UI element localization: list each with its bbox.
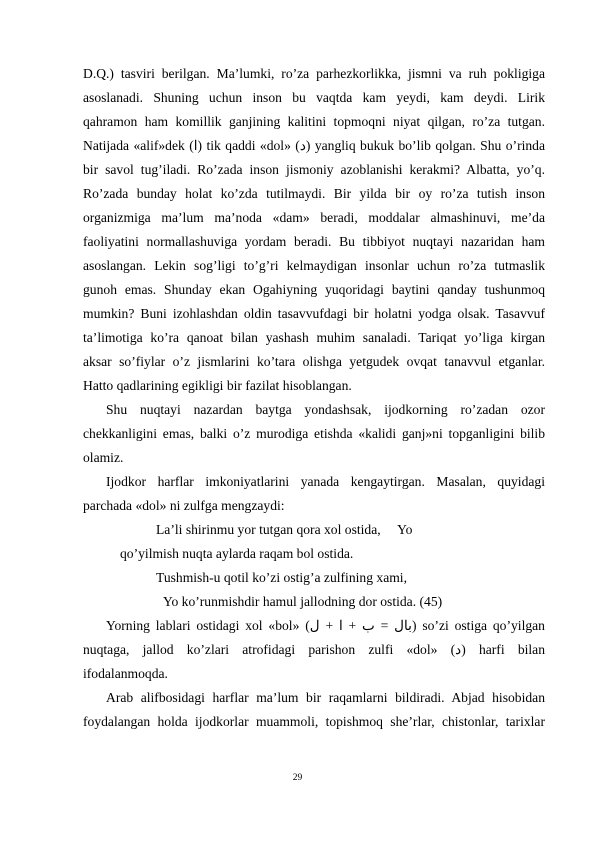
poem-line: Yo ko’runmishdir hamul jallodning dor ostida. (45) <box>163 594 443 609</box>
poem-line: La’li shirinmu yor tutgan qora xol ostida, Yo <box>156 522 413 537</box>
text-line: bir savol tug’iladi. Ro’zada inson jismoniy azoblanishi kerakmi? Albatta, yo’q. <box>83 162 545 177</box>
text-line: qahramon ham komillik ganjining kalitini topmoqni niyat qilgan, ro’za tutgan. <box>83 114 545 129</box>
text-line: Ro’zada bunday holat ko’zda tutilmaydi. Bir yilda bir oy ro’za tutish inson <box>83 186 545 201</box>
text-line: asoslanadi. Shuning uchun inson bu vaqtda kam yeydi, kam deydi. Lirik <box>83 90 545 105</box>
text-line: foydalangan holda ijodkorlar muammoli, topishmoq she’rlar, chistonlar, tarixlar <box>83 714 545 729</box>
text-line: aksar so’fiylar o’z jismlarini ko’tara olishga yetgudek ovqat tanavvul etganlar. <box>83 354 545 369</box>
text-line: olamiz. <box>83 450 124 465</box>
text-line: mumkin? Buni izohlashdan oldin tasavvufdagi bir holatni yodga olsak. Tasavvuf <box>83 306 545 321</box>
text-line: gunoh emas. Shunday ekan Ogahiyning yuqoridagi baytini qanday tushunmoq <box>83 282 545 297</box>
page-number: 29 <box>292 773 303 783</box>
text-line: nuqtaga, jallod ko’zlari atrofidagi parishon zulfi «dol» (د) harfi bilan <box>83 642 545 657</box>
paragraph-first-line: Arab alifbosidagi harflar ma’lum bir raqamlarni bildiradi. Abjad hisobidan <box>106 690 545 705</box>
text-line: chekkanligini emas, balki o’z murodiga etishda «kalidi ganj»ni topganligini bilib <box>83 426 545 441</box>
paragraph-first-line: Shu nuqtayi nazardan baytga yondashsak, ijodkorning ro’zadan ozor <box>106 402 545 417</box>
text-line: faoliyatini normallashuviga yordam beradi. Bu tibbiyot nuqtayi nazaridan ham <box>83 234 545 249</box>
paragraph-first-line: Ijodkor harflar imkoniyatlarini yanada kengaytirgan. Masalan, quyidagi <box>106 474 545 489</box>
text-line: ifodalanmoqda. <box>83 666 168 681</box>
text-line: parchada «dol» ni zulfga mengzaydi: <box>83 498 285 513</box>
text-line: asoslangan. Lekin sog’ligi to’g’ri kelmaydigan insonlar uchun ro’za tutmaslik <box>83 258 545 273</box>
poem-line: Tushmish-u qotil ko’zi ostig’a zulfining xami, <box>156 570 407 585</box>
paragraph-first-line: Yorning lablari ostidagi xol «bol» (بال = ب + ا + ل) so’zi ostiga qo’yilgan <box>106 618 545 633</box>
text-line: ta’limotiga ko’ra qanoat bilan yashash muhim sanaladi. Tariqat yo’liga kirgan <box>83 330 545 345</box>
text-line: organizmiga ma’lum ma’noda «dam» beradi, moddalar almashinuvi, me’da <box>83 210 545 225</box>
text-line: Natijada «alif»dek (ا) tik qaddi «dol» (د) yangliq bukuk bo’lib qolgan. Shu o’rinda <box>83 138 545 153</box>
text-line: D.Q.) tasviri berilgan. Ma’lumki, ro’za parhezkorlikka, jismni va ruh pokligiga <box>83 66 545 81</box>
poem-line: qo’yilmish nuqta aylarda raqam bol ostida. <box>120 546 354 561</box>
text-line: Hatto qadlarining egikligi bir fazilat hisoblangan. <box>83 378 352 393</box>
